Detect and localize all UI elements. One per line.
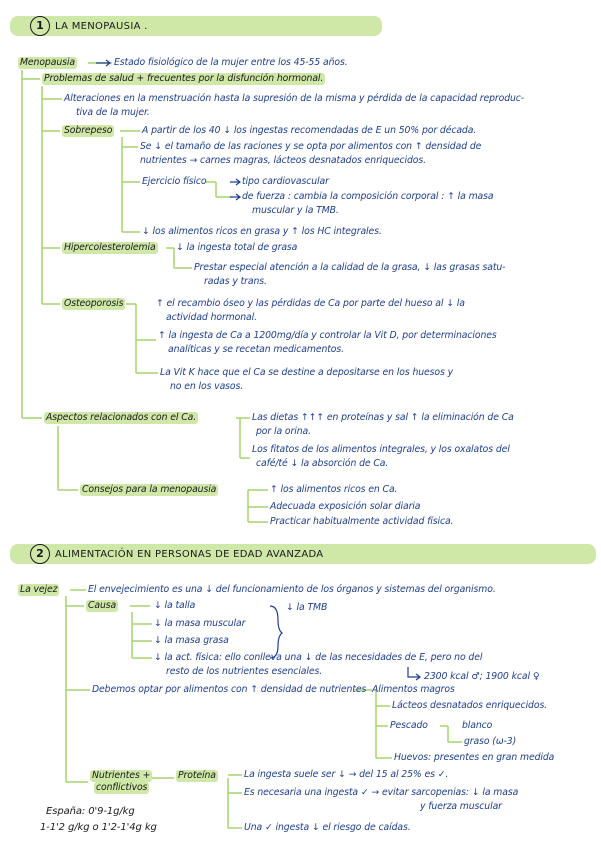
alteraciones-line-1: Alteraciones en la menstruación hasta la supresión de la misma y pérdida de la capacidad reproduc- [64,93,525,104]
ejercicio-line-2a: de fuerza : cambia la composición corporal : ↑ la masa [242,191,494,202]
optar-item-1: Alimentos magros [372,684,455,695]
aspectos-line-1b: por la orina. [256,426,311,437]
alteraciones-line-2: tiva de la mujer. [76,107,150,118]
causa-label: Causa [88,600,117,611]
ejercicio-line-2b: muscular y la TMB. [252,205,339,216]
consejos-line-2: Adecuada exposición solar diaria [270,501,421,512]
proteina-line-3: Una ✓ ingesta ↓ el riesgo de caídas. [244,822,411,833]
consejos-line-3: Practicar habitualmente actividad física. [270,516,454,527]
proteina-line-1: La ingesta suele ser ↓ → del 15 al 25% es ✓. [244,769,449,780]
sobrepeso-line-3: ↓ los alimentos ricos en grasa y ↑ los HC integrales. [142,226,382,237]
proteina-line-2b: y fuerza muscular [420,801,502,812]
pescado-item-1: blanco [462,720,493,731]
osteo-line-3a: La Vit K hace que el Ca se destine a depositarse en los huesos y [160,367,453,378]
aspectos-line-2a: Los fitatos de los alimentos integrales, y los oxalatos del [252,444,510,455]
consejos-line-1: ↑ los alimentos ricos en Ca. [270,484,398,495]
osteoporosis-label: Osteoporosis [64,298,124,309]
optar-item-2: Lácteos desnatados enriquecidos. [392,700,548,711]
proteina-label: Proteína [178,770,216,781]
nutrientes-label-2: conflictivos [96,782,148,793]
osteo-line-1a: ↑ el recambio óseo y las pérdidas de Ca por parte del hueso al ↓ la [156,298,465,309]
pescado-label: Pescado [390,720,428,731]
causa-line-2: ↓ la masa muscular [154,618,246,629]
osteo-line-2b: analíticas y se recetan medicamentos. [168,344,344,355]
protein-range: 1-1'2 g/kg o 1'2-1'4g kg [40,822,157,833]
section-1-title: LA MENOPAUSIA . [55,21,148,32]
pescado-item-2: graso (ω-3) [464,736,517,747]
osteo-line-3b: no en los vasos. [170,381,244,392]
aspectos-line-2b: café/té ↓ la absorción de Ca. [256,458,389,469]
vejez-definition: El envejecimiento es una ↓ del funcionamiento de los órganos y sistemas del organismo. [88,584,496,595]
nutrientes-label-1: Nutrientes + [92,770,151,781]
consejos-label: Consejos para la menopausia [82,484,217,495]
vejez-label: La vejez [20,584,58,595]
osteo-line-2a: ↑ la ingesta de Ca a 1200mg/día y controlar la Vit D, por determinaciones [158,330,497,341]
aspectos-label: Aspectos relacionados con el Ca. [46,412,197,423]
causa-line-4a: ↓ la act. física: ello conlleva una ↓ de las necesidades de E, pero no del [154,652,483,663]
ejercicio-label: Ejercicio físico [142,176,207,187]
osteo-line-1b: actividad hormonal. [166,312,257,323]
sobrepeso-line-2b: nutrientes → carnes magras, lácteos desnatados enriquecidos. [140,155,426,166]
sobrepeso-line-2a: Se ↓ el tamaño de las raciones y se opta por alimentos con ↑ densidad de [140,141,482,152]
causa-line-1: ↓ la talla [154,600,196,611]
ejercicio-line-1: tipo cardiovascular [242,176,329,187]
hiper-line-1: ↓ la ingesta total de grasa [176,242,298,253]
hiper-line-2a: Prestar especial atención a la calidad de la grasa, ↓ las grasas satu- [194,262,506,273]
sobrepeso-line-1: A partir de los 40 ↓ los ingestas recomendadas de E un 50% por década. [142,125,477,136]
menopausia-definition: Estado fisiológico de la mujer entre los 45-55 años. [114,57,348,68]
proteina-line-2a: Es necesaria una ingesta ✓ → evitar sarcopenias: ↓ la masa [244,787,519,798]
sobrepeso-label: Sobrepeso [64,125,113,136]
causa-brace-tmb: ↓ la TMB [286,602,328,613]
menopausia-label: Menopausia [20,57,75,68]
hiper-line-2b: radas y trans. [204,276,267,287]
causa-line-3: ↓ la masa grasa [154,635,229,646]
hipercolesterolemia-label: Hipercolesterolemia [64,242,156,253]
causa-line-4b: resto de los nutrientes esenciales. [166,666,323,677]
kcal-values: 2300 kcal ♂; 1900 kcal ♀ [424,671,540,682]
section-2-number: 2 [30,544,50,564]
problemas-label: Problemas de salud + frecuentes por la disfunción hormonal. [44,73,324,84]
section-2-title: ALIMENTACIÓN EN PERSONAS DE EDAD AVANZADA [55,549,324,560]
espana-recommendation: España: 0'9-1g/kg [46,806,135,817]
section-1-number: 1 [30,16,50,36]
aspectos-line-1a: Las dietas ↑↑↑ en proteínas y sal ↑ la eliminación de Ca [252,412,514,423]
optar-item-4: Huevos: presentes en gran medida [394,752,555,763]
optar-line: Debemos optar por alimentos con ↑ densidad de nutrientes [92,684,367,695]
